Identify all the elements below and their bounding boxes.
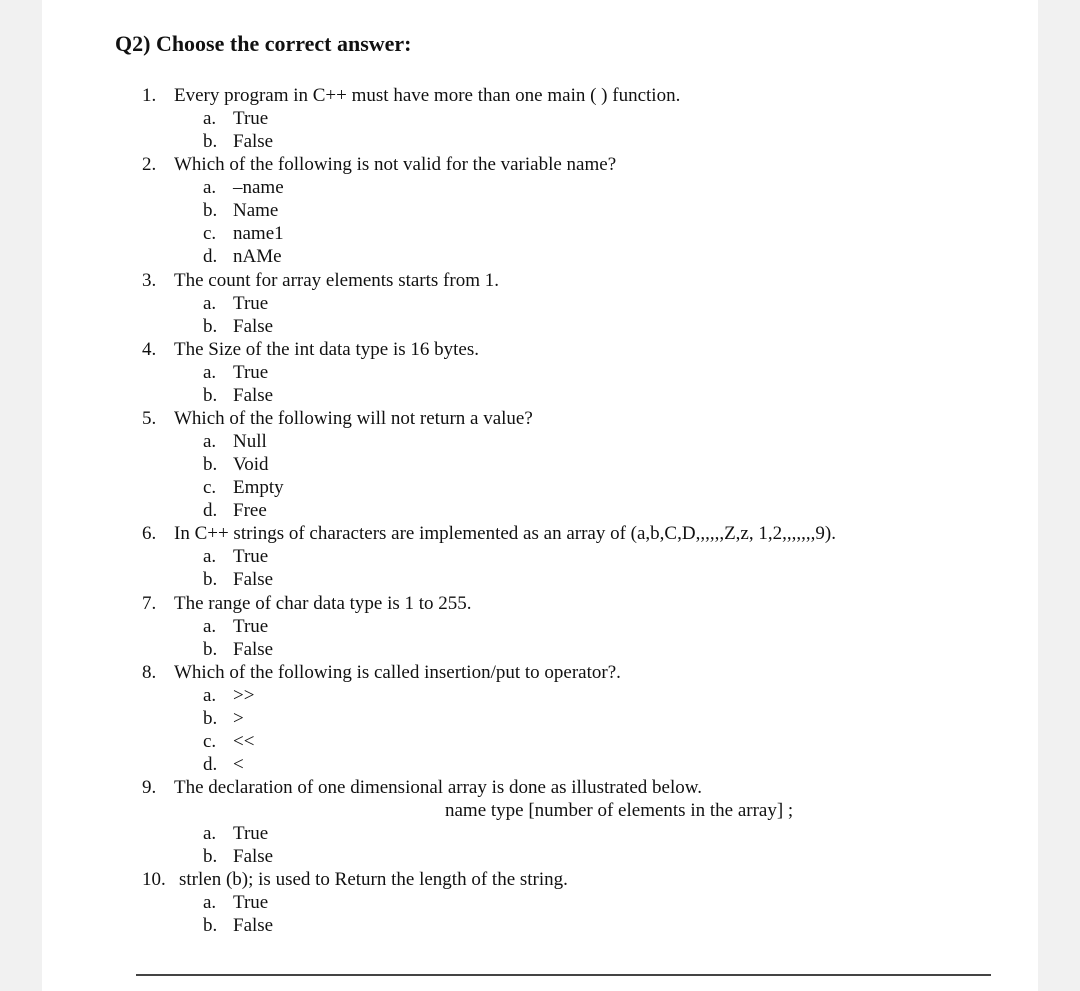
question-number: 9. — [142, 777, 157, 798]
option-letter: a. — [203, 293, 217, 314]
option-text: False — [233, 846, 274, 867]
question-text: In C++ strings of characters are implemented as an array of (a,b,C,D,,,,,,Z,z, 1,2,,,,,,,9). — [174, 523, 836, 544]
option-text: –name — [233, 177, 284, 198]
option-letter: d. — [203, 500, 218, 521]
page-title: Q2) Choose the correct answer: — [115, 31, 412, 56]
question-text: The Size of the int data type is 16 bytes. — [174, 339, 479, 360]
question-text: The count for array elements starts from 1. — [174, 270, 499, 291]
option-text: False — [233, 385, 274, 406]
option-text: True — [233, 546, 269, 567]
question-text: Which of the following is not valid for the variable name? — [174, 154, 617, 175]
option-text: Free — [233, 500, 267, 521]
option-letter: b. — [203, 569, 218, 590]
option-letter: b. — [203, 846, 218, 867]
option-text: True — [233, 362, 269, 383]
question-text: The range of char data type is 1 to 255. — [174, 593, 472, 614]
option-text: False — [233, 569, 274, 590]
option-letter: a. — [203, 616, 217, 637]
page-divider — [136, 974, 991, 976]
option-letter: c. — [203, 477, 217, 498]
option-letter: a. — [203, 685, 217, 706]
option-letter: b. — [203, 915, 218, 936]
option-letter: c. — [203, 223, 217, 244]
question-text: Every program in C++ must have more than one main ( ) function. — [174, 85, 681, 106]
option-text: True — [233, 293, 269, 314]
option-text: name1 — [233, 223, 284, 244]
option-text: > — [233, 708, 244, 729]
question-number: 6. — [142, 523, 157, 544]
option-letter: a. — [203, 892, 217, 913]
option-letter: b. — [203, 708, 218, 729]
option-letter: a. — [203, 431, 217, 452]
option-letter: b. — [203, 200, 218, 221]
question-number: 3. — [142, 270, 157, 291]
option-text: >> — [233, 685, 255, 706]
question-text: The declaration of one dimensional array is done as illustrated below. — [174, 777, 702, 798]
question-number: 4. — [142, 339, 157, 360]
question-number: 8. — [142, 662, 157, 683]
option-text: nAMe — [233, 246, 282, 267]
option-letter: d. — [203, 754, 218, 775]
option-text: < — [233, 754, 244, 775]
document-page — [42, 0, 1038, 991]
question-number: 7. — [142, 593, 157, 614]
option-text: True — [233, 616, 269, 637]
option-letter: c. — [203, 731, 217, 752]
question-text: strlen (b); is used to Return the length of the string. — [179, 869, 568, 890]
option-letter: b. — [203, 316, 218, 337]
option-text: False — [233, 639, 274, 660]
option-text: Null — [233, 431, 267, 452]
option-letter: a. — [203, 177, 217, 198]
option-text: True — [233, 892, 269, 913]
option-letter: a. — [203, 108, 217, 129]
option-text: Empty — [233, 477, 284, 498]
option-text: False — [233, 316, 274, 337]
option-text: Void — [233, 454, 269, 475]
question-number: 2. — [142, 154, 157, 175]
option-text: False — [233, 131, 274, 152]
option-letter: b. — [203, 454, 218, 475]
option-letter: b. — [203, 385, 218, 406]
question-text: Which of the following will not return a value? — [174, 408, 533, 429]
question-number: 10. — [142, 869, 166, 890]
option-letter: d. — [203, 246, 218, 267]
option-letter: b. — [203, 131, 218, 152]
option-text: << — [233, 731, 255, 752]
declaration-example: name type [number of elements in the array] ; — [445, 800, 794, 821]
option-text: False — [233, 915, 274, 936]
option-text: True — [233, 108, 269, 129]
option-letter: b. — [203, 639, 218, 660]
option-letter: a. — [203, 823, 217, 844]
option-letter: a. — [203, 546, 217, 567]
option-text: True — [233, 823, 269, 844]
question-text: Which of the following is called insertion/put to operator?. — [174, 662, 621, 683]
option-text: Name — [233, 200, 279, 221]
question-number: 1. — [142, 85, 157, 106]
option-letter: a. — [203, 362, 217, 383]
question-number: 5. — [142, 408, 157, 429]
